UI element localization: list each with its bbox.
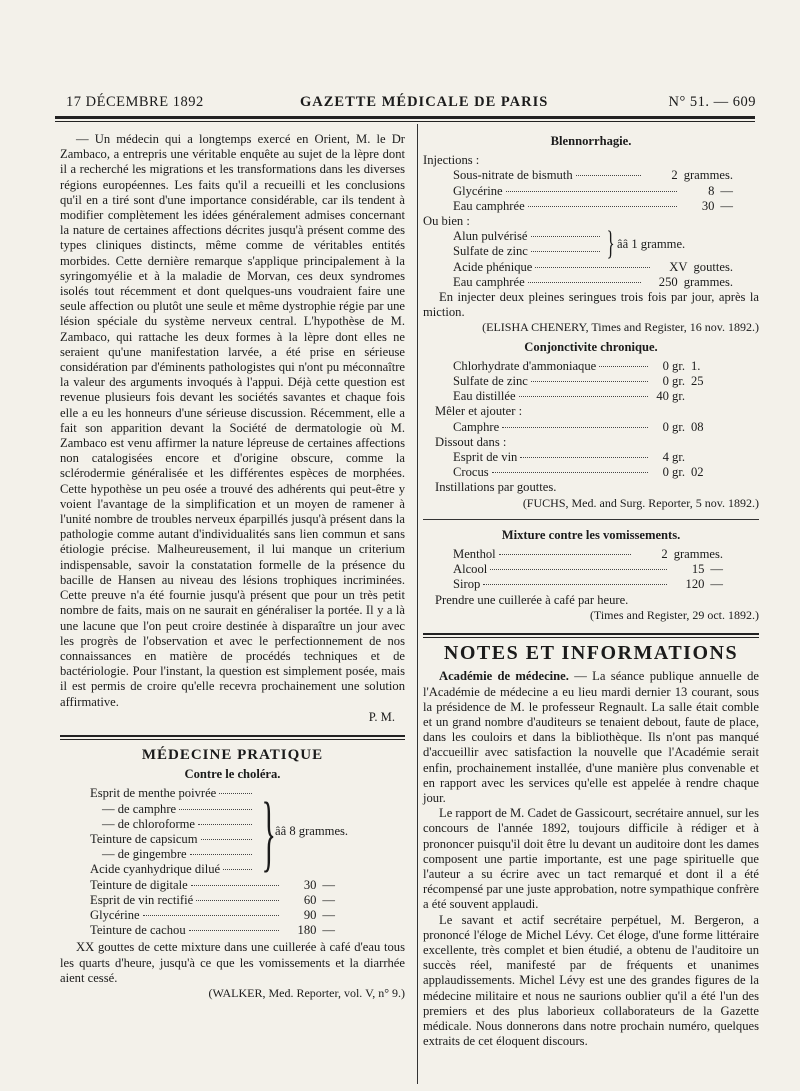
list-item: Alun pulvérisé (453, 229, 603, 244)
list-item: — de gingembre (90, 847, 255, 862)
cholera-instructions: XX gouttes de cette mixture dans une cuillerée à café d'eau tous les quarts d'heure, jusqu'à ce que les vomissements et la diarrhée aient cessé. (60, 940, 405, 985)
list-item: Crocus 0 gr. 02 (453, 465, 704, 480)
list-item: Sirop 120 — (453, 577, 723, 592)
article-paragraph: — Un médecin qui a longtemps exercé en Orient, M. le Dr Zambaco, a entrepris une véritable enquête au sujet de la lèpre dont il a recherché les migrations et les transformations dans les diverses régions européennes. Les faits qu'il a recueilli et les conclusions qu'il en a tiré sont d'une importance considérable, car ils tendent à modifier complètement les idées généralement admises concernant la nature de certaines affections décrites jusqu'à présent comme des types cliniques distincts, même comme de véritables entités morbides. Cette dernière remarque s'applique principalement à la syringomyélie et à la maladie de Morvan, ces deux syndromes isolés tout récemment et dont quelques-uns voudraient faire une seule affection ou plutôt une seule et même dystrophie régie par une lésion spéciale du système nerveux central. L'hypothèse de M. Zambaco, qui rattache les deux formes à la lèpre dont elles ne seraient qu'une manifestation larvée, a été prise en sérieuse considération par d'éminents pathologistes qui n'ont pu méconnaître la valeur des arguments invoqués à l'appui. Déjà cette question est revenue plusieurs fois devant les sociétés savantes et chaque fois elle a eu les honneurs d'une sérieuse discussion. Récemment, elle a fait son apparition devant la Société de dermatologie où M. Zambaco est venu affirmer la nature lépreuse de certaines affections non catalogisées encore et d'origine obscure, comme la sclérodermie généralisée et les différentes espèces de morphées. Cette hypothèse un peu osée a trouvé des adhérents qui peut-être y voient l'avantage de la simplification et un moyen de ramener à l'unité nombre de troubles nerveux éparpillés jusqu'à présent dans la pathologie comme autant d'individualités sans lien commun et sans étiologie précise. Malheureusement, il lui manque un criterium indispensable, savoir la constatation formelle de la présence du bacille de Hansen au niveau des lésions trophiques incriminées. Cette preuve n'a été fournie jusqu'à présent que pour un très petit nombre de faits, mais on ne saurait en généraliser la portée. Il y a là une lacune que l'on peut croire destinée à disparaître un jour avec les progrès de l'observation et avec le perfectionnement de nos connaissances en matière de procédés techniques et de bactériologie. Pour l'instant, la question est simplement posée, mais il est permis de croire qu'elle recevra prochainement une solution affirmative. (60, 132, 405, 709)
meler-label: Mêler et ajouter : (435, 404, 523, 419)
section-rule-thin (423, 637, 759, 638)
cholera-title: Contre le choléra. (184, 767, 281, 782)
list-item: Esprit de vin rectifié 60 — (90, 892, 335, 907)
section-title-medecine-pratique: MÉDECINE PRATIQUE (141, 746, 324, 763)
header-title: GAZETTE MÉDICALE DE PARIS (300, 94, 549, 110)
conj-list-1 (423, 359, 713, 405)
notes-title: NOTES ET INFORMATIONS (443, 642, 739, 665)
list-item: Glycérine 8 — (453, 183, 733, 198)
list-item: Esprit de vin 4 gr. (453, 450, 685, 465)
cholera-reference: (WALKER, Med. Reporter, vol. V, n° 9.) (208, 985, 405, 1000)
recipe-separator (423, 519, 759, 520)
header-date: 17 DÉCEMBRE 1892 (66, 94, 204, 110)
vom-reference: (Times and Register, 29 oct. 1892.) (589, 607, 759, 622)
cholera-group-list (90, 786, 255, 877)
cholera-group-dose: ââ 8 grammes. (275, 824, 349, 839)
conj-list-3 (423, 450, 713, 480)
list-item: Sous-nitrate de bismuth 2 grammes. (453, 168, 733, 183)
list-item: Teinture de capsicum (90, 832, 255, 847)
injection-2-list (423, 260, 733, 290)
list-item: Sulfate de zinc (453, 244, 603, 259)
list-item: — de chloroforme (90, 817, 255, 832)
list-item: — de camphre (90, 802, 255, 817)
injection-2-group-dose: ââ 1 gramme. (617, 236, 686, 251)
list-item: Eau distillée 40 gr. (453, 389, 685, 404)
ou-bien-label: Ou bien : (423, 214, 470, 229)
header-rule-thin (55, 121, 755, 122)
injection-1-list (423, 168, 733, 214)
section-rule-thin (60, 739, 405, 740)
list-item: Eau camphrée 250 grammes. (453, 274, 733, 289)
conj-title: Conjonctivite chronique. (524, 339, 658, 354)
dissout-label: Dissout dans : (435, 434, 507, 449)
blenno-reference: (ELISHA CHENERY, Times and Register, 16 nov. 1892.) (482, 320, 759, 335)
list-item: Chlorhydrate d'ammoniaque 0 gr. 1. (453, 358, 701, 373)
list-item: Acide phénique XV gouttes. (453, 259, 733, 274)
brace-icon: } (606, 225, 615, 263)
article-signature: P. M. (368, 709, 395, 724)
list-item: Eau camphrée 30 — (453, 198, 733, 213)
list-item: Menthol 2 grammes. (453, 547, 723, 562)
left-column (60, 132, 405, 1001)
notes-paragraph-1: Académie de médecine. — La séance publique annuelle de l'Académie de médecine a eu lieu mardi dernier 13 courant, sous la présidence de M. le professeur Regnault. La salle était comble et un grand nombre d'auditeurs se tenaient debout, faute de place, dans les couloirs et dans la bibliothèque. Ils n'ont pas manqué d'accueillir avec satisfaction la nouvelle que l'Académie serait enfin, prochainement installée, d'une manière plus convenable et en rapport avec les services qu'elle est appelée à rendre chaque jour. (423, 669, 759, 805)
list-item: Acide cyanhydrique dilué (90, 862, 255, 877)
notes-paragraph-2: Le rapport de M. Cadet de Gassicourt, secrétaire annuel, sur les concours de l'année 1892, toujours difficile à rédiger et à prononcer puisqu'il doit être lu devant un auditoire dont les dames composent une partie importante, est une page spirituelle que l'auteur a su écrire avec un tact remarqué et dont il a été récompensé par une juste approbation, notre sympathique confrère a été souvent applaudi. (423, 806, 759, 912)
right-column (423, 132, 759, 1049)
header-page-number: N° 51. — 609 (668, 94, 756, 110)
list-item: Teinture de digitale 30 — (90, 877, 335, 892)
vom-list (423, 547, 723, 593)
list-item: Sulfate de zinc 0 gr. 25 (453, 374, 704, 389)
list-item: Teinture de cachou 180 — (90, 923, 335, 938)
notes-paragraph-3: Le savant et actif secrétaire perpétuel, M. Bergeron, a prononcé l'éloge de Michel Lévy. Cet éloge, d'une forme littéraire excellente, très complet et bien étudié, a obtenu de l'auditoire un succès réel, manifesté par de fréquents et unanimes applaudissements. Michel Lévy est une des grandes figures de la médecine militaire et nous ne saurions oublier qu'il a été l'un des premiers et des plus laborieux collaborateurs de la Gazette médicale. Nous donnerons dans notre prochain numéro, quelques extraits de cet éloquent discours. (423, 912, 759, 1049)
column-divider (417, 124, 418, 1084)
brace-icon: } (261, 783, 276, 880)
list-item: Glycérine 90 — (90, 907, 335, 922)
notes-lead: Académie de médecine. (439, 669, 569, 684)
blenno-title: Blennorrhagie. (550, 134, 632, 148)
conj-instructions: Instillations par gouttes. (435, 480, 557, 495)
list-item: Alcool 15 — (453, 562, 723, 577)
cholera-items (60, 878, 335, 939)
injection-2-group (423, 225, 759, 263)
section-rule (423, 633, 759, 635)
injections-label: Injections : (423, 153, 480, 168)
list-item: Esprit de menthe poivrée (90, 786, 255, 801)
vom-title: Mixture contre les vomissements. (501, 527, 681, 542)
conj-reference: (FUCHS, Med. and Surg. Reporter, 5 nov. 1892.) (522, 495, 759, 510)
section-rule (60, 735, 405, 737)
page-header (66, 90, 756, 118)
conj-list-2 (423, 420, 713, 435)
vom-instructions: Prendre une cuillerée à café par heure. (435, 592, 629, 607)
list-item: Camphre 0 gr. 08 (453, 419, 704, 434)
header-rule-thick (55, 116, 755, 119)
injection-2-group-list (453, 229, 603, 259)
blenno-instructions: En injecter deux pleines seringues trois fois par jour, après la miction. (423, 290, 759, 320)
cholera-group (60, 783, 405, 880)
